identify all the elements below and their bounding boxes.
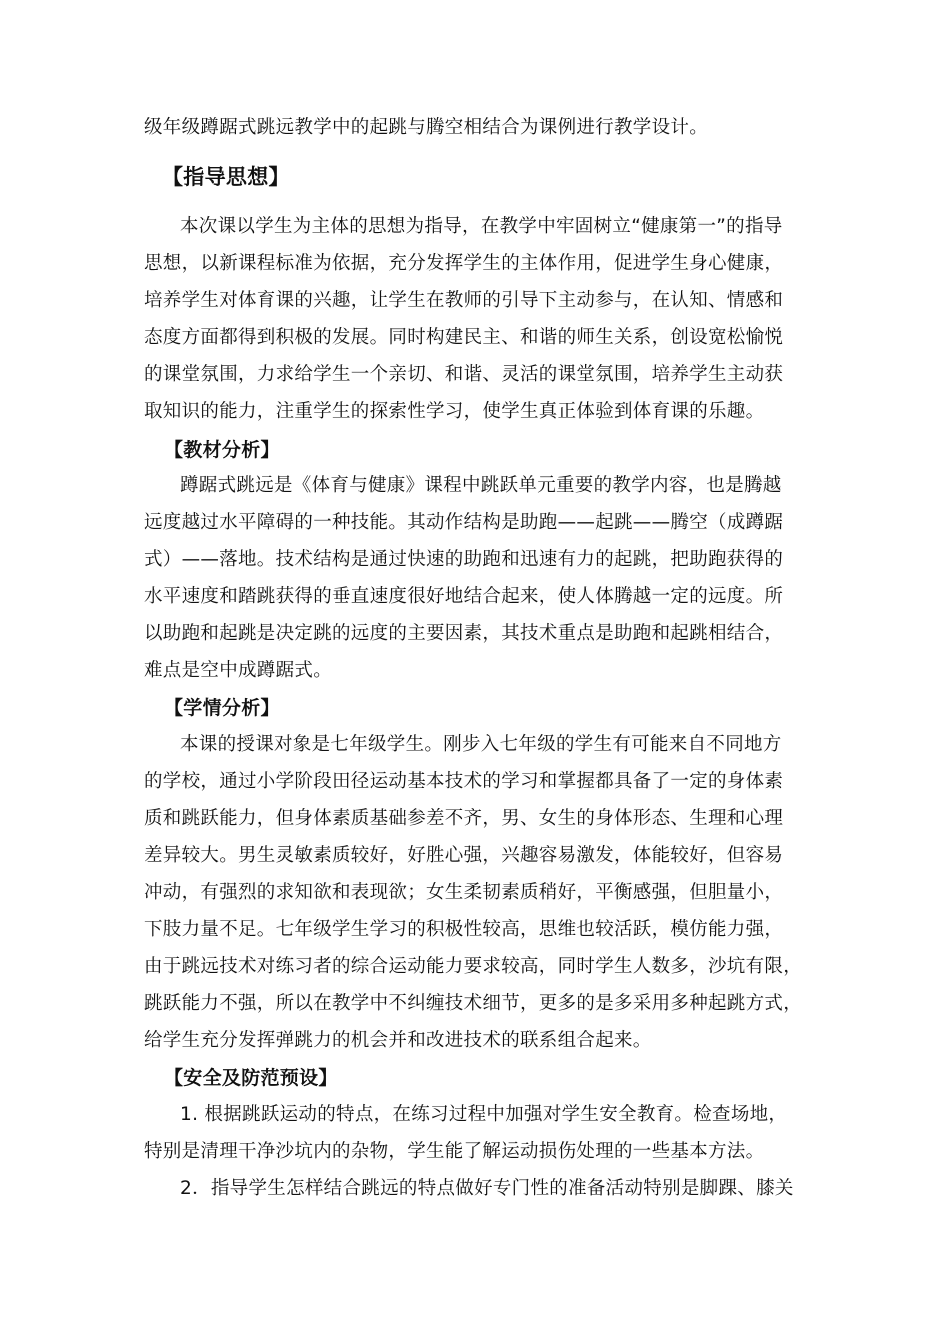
paragraph-line: 本次课以学生为主体的思想为指导，在教学中牢固树立“健康第一”的指导 — [180, 216, 783, 237]
paragraph-line: 给学生充分发挥弹跳力的机会并和改进技术的联系组合起来。 — [144, 1030, 652, 1051]
paragraph-line: 以助跑和起跳是决定跳的远度的主要因素，其技术重点是助跑和起跳相结合， — [144, 623, 784, 644]
paragraph-line: 思想，以新课程标准为依据，充分发挥学生的主体作用，促进学生身心健康， — [144, 253, 784, 274]
section-heading-guiding-thought: 【指导思想】 — [162, 165, 290, 189]
paragraph-line: 本课的授课对象是七年级学生。刚步入七年级的学生有可能来自不同地方 — [180, 734, 782, 755]
paragraph-line: 冲动，有强烈的求知欲和表现欲；女生柔韧素质稍好，平衡感强，但胆量小， — [144, 882, 784, 903]
paragraph-line: 取知识的能力，注重学生的探索性学习，使学生真正体验到体育课的乐趣。 — [144, 401, 765, 422]
section-heading-material-analysis: 【教材分析】 — [164, 439, 280, 461]
paragraph-line: 培养学生对体育课的兴趣，让学生在教师的引导下主动参与，在认知、情感和 — [144, 290, 784, 311]
paragraph-line: 下肢力量不足。七年级学生学习的积极性较高，思维也较活跃，模仿能力强， — [144, 919, 784, 940]
section-heading-student-analysis: 【学情分析】 — [164, 697, 280, 719]
paragraph-line: 跳跃能力不强，所以在教学中不纠缠技术细节，更多的是多采用多种起跳方式， — [144, 993, 803, 1014]
paragraph-line: 的课堂氛围，力求给学生一个亲切、和谐、灵活的课堂氛围，培养学生主动获 — [144, 364, 784, 385]
paragraph-line: 蹲踞式跳远是《体育与健康》课程中跳跃单元重要的教学内容，也是腾越 — [180, 475, 782, 496]
paragraph-line: 1. 根据跳跃运动的特点，在练习过程中加强对学生安全教育。检查场地， — [180, 1104, 788, 1125]
paragraph-line: 由于跳远技术对练习者的综合运动能力要求较高，同时学生人数多，沙坑有限， — [144, 956, 803, 977]
paragraph-line: 远度越过水平障碍的一种技能。其动作结构是助跑——起跳——腾空（成蹲踞 — [144, 512, 784, 533]
paragraph-line: 差异较大。男生灵敏素质较好，好胜心强，兴趣容易激发，体能较好，但容易 — [144, 845, 784, 866]
paragraph-line: 的学校，通过小学阶段田径运动基本技术的学习和掌握都具备了一定的身体素 — [144, 771, 784, 792]
paragraph-line: 2．指导学生怎样结合跳远的特点做好专门性的准备活动特别是脚踝、膝关 — [180, 1178, 794, 1199]
paragraph-line: 态度方面都得到积极的发展。同时构建民主、和谐的师生关系，创设宽松愉悦 — [144, 327, 784, 348]
paragraph-line: 水平速度和踏跳获得的垂直速度很好地结合起来，使人体腾越一定的远度。所 — [144, 586, 784, 607]
paragraph-line: 质和跳跃能力，但身体素质基础参差不齐，男、女生的身体形态、生理和心理 — [144, 808, 784, 829]
paragraph-line: 式）——落地。技术结构是通过快速的助跑和迅速有力的起跳，把助跑获得的 — [144, 549, 784, 570]
intro-line: 级年级蹲踞式跳远教学中的起跳与腾空相结合为课例进行教学设计。 — [144, 117, 709, 138]
section-heading-safety: 【安全及防范预设】 — [164, 1067, 338, 1089]
paragraph-line: 难点是空中成蹲踞式。 — [144, 660, 333, 681]
paragraph-line: 特别是清理干净沙坑内的杂物，学生能了解运动损伤处理的一些基本方法。 — [144, 1141, 765, 1162]
